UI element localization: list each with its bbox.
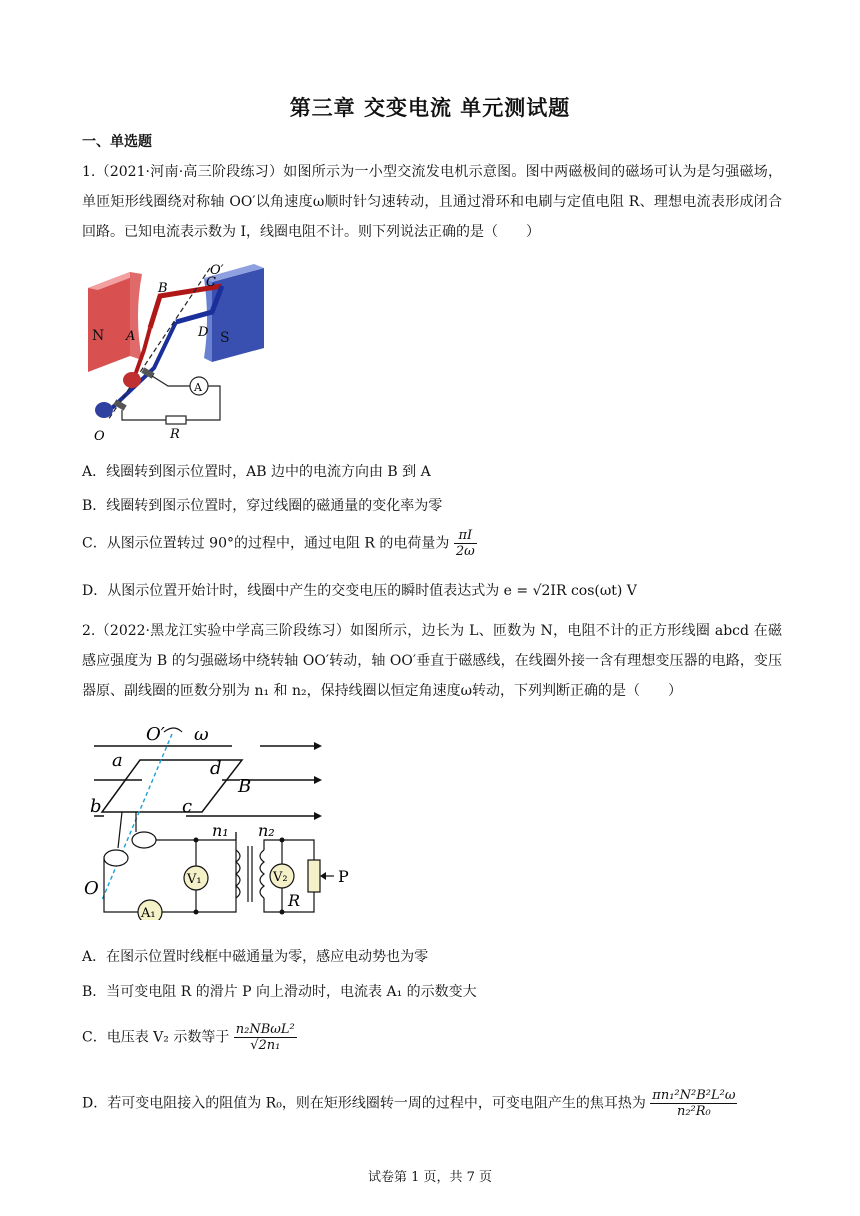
svg-text:N: N — [92, 328, 105, 344]
svg-text:n₁: n₁ — [212, 821, 229, 840]
svg-text:S: S — [220, 330, 230, 346]
svg-text:A₁: A₁ — [141, 906, 156, 920]
section-heading: 一、单选题 — [82, 134, 152, 150]
svg-text:R: R — [288, 891, 301, 910]
svg-text:O′: O′ — [210, 263, 224, 278]
svg-text:A: A — [194, 381, 202, 394]
page-footer: 试卷第 1 页，共 7 页 — [367, 1170, 493, 1185]
resistor-symbol — [166, 416, 186, 424]
svg-text:a: a — [112, 750, 123, 771]
q2-stem: 2.（2022·黑龙江实验中学高三阶段练习）如图所示，边长为 L、匝数为 N，电阻不计的正方形线圈 abcd 在磁感应强度为 B 的匀强磁场中绕转轴 OO′转动，轴 OO′垂直于磁感线，在线圈外接一含有理想变压器的电路，变压器原、副线圈的匝数分别为 n₁ 和 n₂，保持线圈以恒定角速度ω转动，下列判断正确的是（ ） — [82, 623, 782, 699]
svg-text:C: C — [206, 275, 216, 290]
svg-text:V₁: V₁ — [187, 872, 202, 887]
q2-option-c-text: C．电压表 V₂ 示数等于 — [82, 1029, 230, 1046]
svg-text:b: b — [90, 796, 102, 817]
q2-option-c — [82, 1022, 297, 1053]
fraction-denominator: n₂²R₀ — [676, 1104, 711, 1119]
q1-option-c — [82, 528, 477, 559]
q1-option-c-text: C．从图示位置转过 90°的过程中，通过电阻 R 的电荷量为 — [82, 535, 450, 552]
q2-option-d-fraction — [650, 1088, 737, 1119]
q1-option-c-fraction — [454, 528, 477, 559]
fraction-denominator: 2ω — [455, 544, 475, 559]
svg-text:ω: ω — [194, 724, 209, 745]
svg-text:n₂: n₂ — [258, 821, 275, 840]
svg-text:O: O — [94, 429, 105, 444]
svg-text:V₂: V₂ — [273, 870, 288, 885]
svg-text:A: A — [126, 329, 136, 344]
svg-text:B: B — [158, 281, 168, 296]
q2-option-d — [82, 1088, 737, 1119]
q2-option-a: A．在图示位置时线框中磁通量为零，感应电动势也为零 — [82, 949, 429, 965]
svg-text:c: c — [182, 796, 193, 817]
svg-text:D: D — [198, 325, 209, 340]
s-magnet-side — [212, 268, 264, 362]
svg-text:O: O — [84, 878, 99, 899]
fraction-numerator: πn₁²N²B²L²ω — [652, 1088, 736, 1103]
q1-option-a: A．线圈转到图示位置时，AB 边中的电流方向由 B 到 A — [82, 464, 431, 480]
fraction-numerator: πI — [454, 528, 477, 544]
page-title: 第三章 交变电流 单元测试题 — [289, 96, 571, 120]
q2-option-d-text: D．若可变电阻接入的阻值为 R₀，则在矩形线圈转一周的过程中，可变电阻产生的焦耳热为 — [82, 1095, 646, 1112]
variable-resistor — [308, 860, 320, 892]
q1-generator-figure — [82, 260, 282, 445]
q2-transformer-figure — [82, 720, 362, 920]
q1-option-b: B．线圈转到图示位置时，穿过线圈的磁通量的变化率为零 — [82, 498, 443, 514]
svg-text:B: B — [238, 776, 252, 797]
svg-text:R: R — [170, 427, 180, 442]
fraction-denominator: √2n₁ — [250, 1038, 281, 1053]
q2-option-c-fraction — [234, 1022, 297, 1053]
svg-text:P: P — [338, 867, 349, 886]
svg-text:O′: O′ — [146, 724, 165, 745]
q1-stem: 1.（2021·河南·高三阶段练习）如图所示为一小型交流发电机示意图。图中两磁极间的磁场可认为是匀强磁场，单匝矩形线圈绕对称轴 OO′以角速度ω顺时针匀速转动，且通过滑环和电刷与定值电阻 R、理想电流表形成闭合回路。已知电流表示数为 I，线圈电阻不计。则下列说法正确的是（ ） — [82, 164, 782, 240]
fraction-numerator: n₂NBωL² — [235, 1022, 295, 1037]
q2-option-b: B．当可变电阻 R 的滑片 P 向上滑动时，电流表 A₁ 的示数变大 — [82, 984, 477, 1000]
q1-option-d: D．从图示位置开始计时，线圈中产生的交变电压的瞬时值表达式为 e = √2IR cos(ωt) V — [82, 583, 637, 599]
svg-text:d: d — [210, 758, 222, 779]
